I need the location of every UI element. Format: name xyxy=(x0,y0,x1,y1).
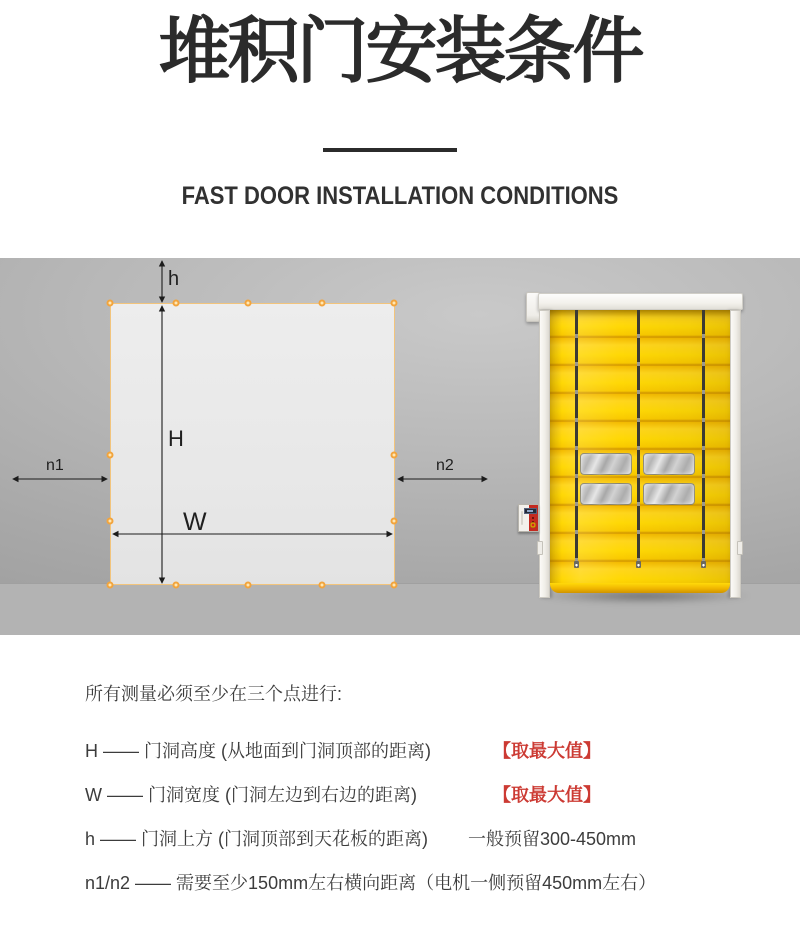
dim-label-W: W xyxy=(183,508,207,536)
door-strap xyxy=(637,310,640,562)
door-window xyxy=(643,453,695,475)
page-title: 堆积门安装条件 xyxy=(158,12,642,92)
door-window xyxy=(580,483,632,505)
dim-label-n2: n2 xyxy=(436,457,454,474)
door-roller-housing xyxy=(538,293,743,310)
page-subtitle: FAST DOOR INSTALLATION CONDITIONS xyxy=(181,182,619,210)
door-control-box xyxy=(518,504,539,532)
door-rail-left xyxy=(539,310,550,598)
title-divider xyxy=(323,148,457,152)
note-main: W —— 门洞宽度 (门洞左边到右边的距离) xyxy=(85,785,417,805)
rail-tab xyxy=(537,541,543,555)
note-main: n1/n2 —— 需要至少150mm左右横向距离（电机一侧预留450mm左右） xyxy=(85,873,657,893)
control-box-display xyxy=(524,508,537,514)
dim-label-H: H xyxy=(168,426,184,451)
note-row-n1n2 xyxy=(85,869,785,893)
note-value: 【取最大值】 xyxy=(493,785,601,805)
door-rail-right xyxy=(730,310,741,598)
rail-tab xyxy=(737,541,743,555)
note-value: 一般预留300-450mm xyxy=(468,829,637,849)
door-strap xyxy=(575,310,578,562)
note-main: H —— 门洞高度 (从地面到门洞顶部的距离) xyxy=(85,741,431,761)
control-box-slot xyxy=(521,511,523,525)
door-window xyxy=(580,453,632,475)
note-row-h xyxy=(85,825,785,849)
note-row-W xyxy=(85,781,785,805)
dim-label-h: h xyxy=(168,268,180,290)
emergency-button xyxy=(530,522,536,528)
dim-label-n1: n1 xyxy=(46,457,64,474)
door-curtain xyxy=(550,310,730,583)
door-strap xyxy=(702,310,705,562)
door-bottom-bar xyxy=(550,583,730,593)
note-row-H xyxy=(85,737,785,761)
note-main: h —— 门洞上方 (门洞顶部到天花板的距离) xyxy=(85,829,429,849)
note-value: 【取最大值】 xyxy=(493,741,601,761)
notes-heading: 所有测量必须至少在三个点进行: xyxy=(85,684,342,704)
installation-scene xyxy=(0,258,800,635)
door-window xyxy=(643,483,695,505)
